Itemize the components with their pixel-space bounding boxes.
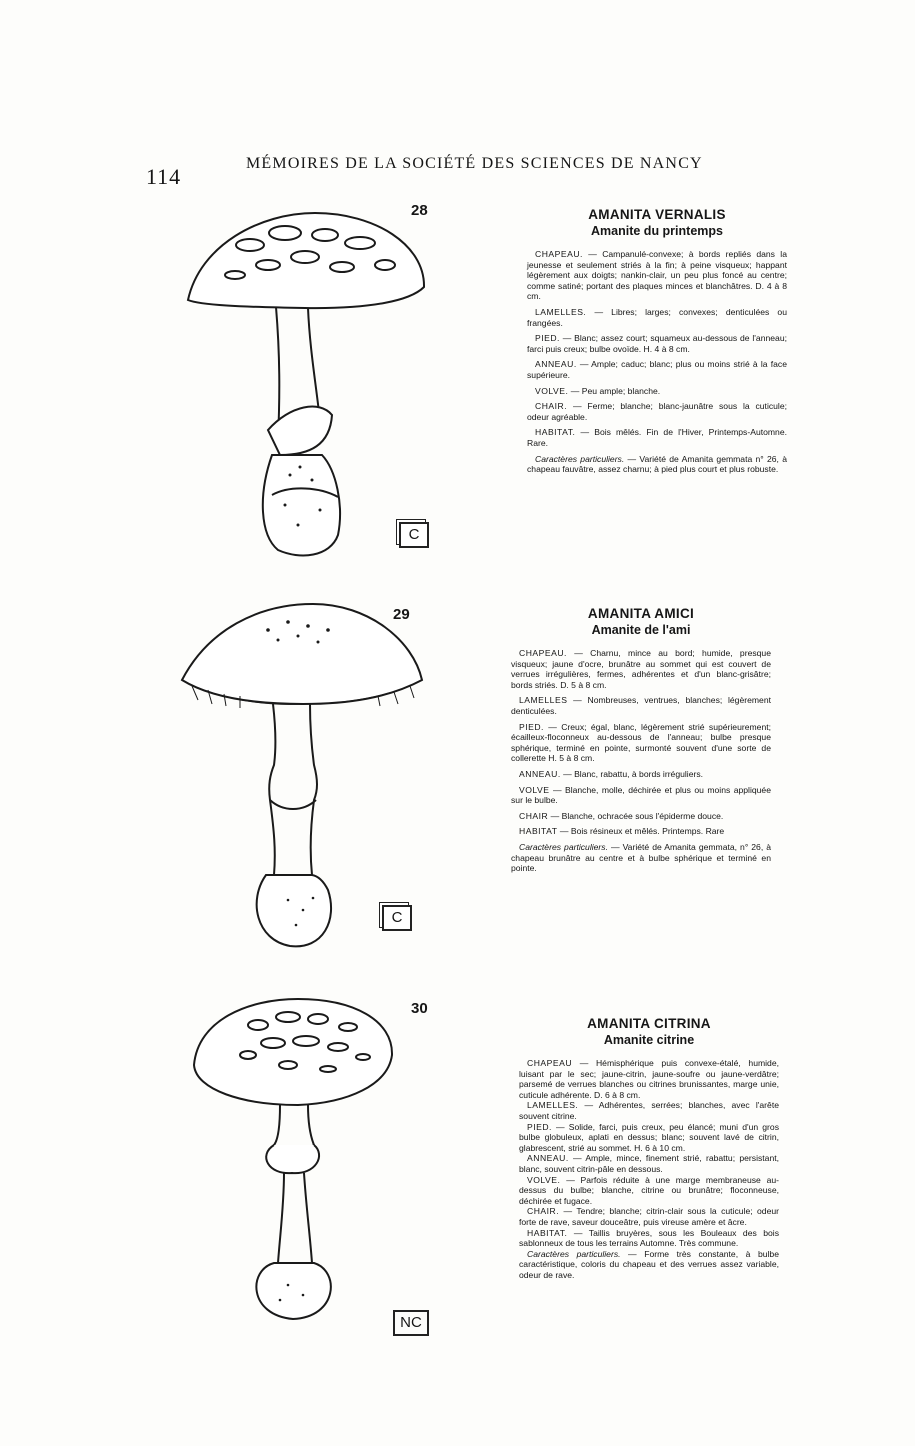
species-common-name: Amanite citrine: [603, 1033, 695, 1047]
section-chapeau: CHAPEAU — Hémisphérique puis convexe-étalé, humide, luisant par le sec; jaune-citrin, jaune-soufre ou jaune-verdâtre; parsemé de verrues blanches ou citrines brunissantes, marge unie, cuticule adhérente. D. 6 à 8 cm.: [519, 1058, 779, 1100]
species-description-citrina: [519, 1015, 779, 1280]
section-volve: VOLVE — Blanche, molle, déchirée et plus ou moins appliquée sur le bulbe.: [511, 784, 771, 806]
section-caracteres: Caractères particuliers. — Variété de Amanita gemmata, n° 26, à chapeau brunâtre au centre et à bulbe sphérique et terminé en pointe.: [511, 841, 771, 874]
running-head: MÉMOIRES DE LA SOCIÉTÉ DES SCIENCES DE NANCY: [246, 155, 703, 172]
section-pied: PIED. — Creux; égal, blanc, légèrement strié supérieurement; écailleux-floconneux au-dessous de l'anneau; bulbe presque sphérique, terminé en pointe, surmonté souvent d'une sorte de collerette H. 5 à 8 cm.: [511, 721, 771, 764]
section-lamelles: LAMELLES. — Libres; larges; convexes; denticulées ou frangées.: [527, 306, 787, 328]
section-chapeau: CHAPEAU. — Campanulé-convexe; à bords repliés dans la jeunesse et seulement striés à la fin; à peine visqueux; happant légèrement aux doigts; nankin-clair, un peu plus foncé au centre; comme satiné; portant des plaques minces et blanchâtres. D. 4 à 8 cm.: [527, 249, 787, 302]
species-title: AMANITA CITRINA: [587, 1016, 711, 1031]
edibility-rating-badge: C: [382, 905, 412, 931]
section-chair: CHAIR — Blanche, ochracée sous l'épiderme douce.: [519, 810, 724, 821]
section-caracteres: Caractères particuliers. — Variété de Amanita gemmata n° 26, à chapeau fauvâtre, assez charnu; à pied plus court et plus robuste.: [527, 453, 787, 475]
section-chair: CHAIR. — Ferme; blanche; blanc-jaunâtre sous la cuticule; odeur agréable.: [527, 401, 787, 422]
mushroom-illustration-citrina: [188, 995, 398, 1325]
edibility-rating-badge: NC: [393, 1310, 429, 1336]
species-description-vernalis: [527, 206, 787, 480]
species-common-name: Amanite du printemps: [591, 224, 723, 238]
figure-number: 28: [411, 202, 428, 219]
section-volve: VOLVE. — Peu ample; blanche.: [535, 385, 661, 396]
section-caracteres: Caractères particuliers. — Forme très constante, à bulbe caractéristique, coloris du chapeau et des verrues assez variable, odeur de rave.: [519, 1248, 779, 1280]
section-chapeau: CHAPEAU. — Charnu, mince au bord; humide, presque visqueux; jaune d'ocre, brunâtre au sommet qui est couvert de verrues irrégulières, fermes, adhérentes et d'un blanc-grisâtre; bords striés. D. 5 à 8 cm.: [511, 648, 771, 690]
section-lamelles: LAMELLES. — Adhérentes, serrées; blanches, avec l'arête souvent citrine.: [519, 1100, 779, 1121]
figure-number: 29: [393, 606, 410, 623]
section-pied: PIED. — Blanc; assez court; squameux au-dessous de l'anneau; farci puis creux; bulbe ovoïde. H. 4 à 8 cm.: [527, 333, 787, 354]
section-anneau: ANNEAU. — Ample, mince, finement strié, rabattu; persistant, blanc, souvent citrin-pâle en dessous.: [519, 1153, 779, 1174]
species-title: AMANITA AMICI: [587, 606, 695, 621]
species-title: AMANITA VERNALIS: [588, 207, 726, 222]
species-common-name: Amanite de l'ami: [591, 623, 691, 637]
page-number: 114: [146, 164, 182, 189]
section-habitat: HABITAT. — Bois mêlés. Fin de l'Hiver, Printemps-Automne. Rare.: [527, 427, 787, 448]
section-anneau: ANNEAU. — Blanc, rabattu, à bords irréguliers.: [519, 768, 704, 779]
edibility-rating-badge: C: [399, 522, 429, 548]
section-habitat: HABITAT. — Taillis bruyères, sous les Bouleaux des bois sablonneux de tous les terrains Automne. Très commune.: [519, 1227, 779, 1249]
mushroom-illustration-vernalis: [180, 205, 430, 575]
species-description-amici: [511, 605, 771, 879]
section-chair: CHAIR. — Tendre; blanche; citrin-clair sous la cuticule; odeur forte de rave, saveur douceâtre, puis vireuse amère et âcre.: [519, 1206, 779, 1227]
section-anneau: ANNEAU. — Ample; caduc; blanc; plus ou moins strié à la face supérieure.: [527, 359, 787, 380]
figure-number: 30: [411, 1000, 428, 1017]
section-volve: VOLVE. — Parfois réduite à une marge membraneuse au-dessus du bulbe; blanche, citrine ou brunâtre; floconneuse, déchirée et fugace.: [519, 1174, 779, 1206]
section-habitat: HABITAT — Bois résineux et mêlés. Printemps. Rare: [519, 826, 725, 837]
section-pied: PIED. — Solide, farci, puis creux, peu élancé; muni d'un gros bulbe globuleux, aplati en dessus; blanc; souvent lavé de citrin, glabrescent, strié au sommet. H. 6 à 10 cm.: [519, 1121, 779, 1153]
section-lamelles: LAMELLES — Nombreuses, ventrues, blanches; légèrement denticulées.: [511, 695, 771, 716]
